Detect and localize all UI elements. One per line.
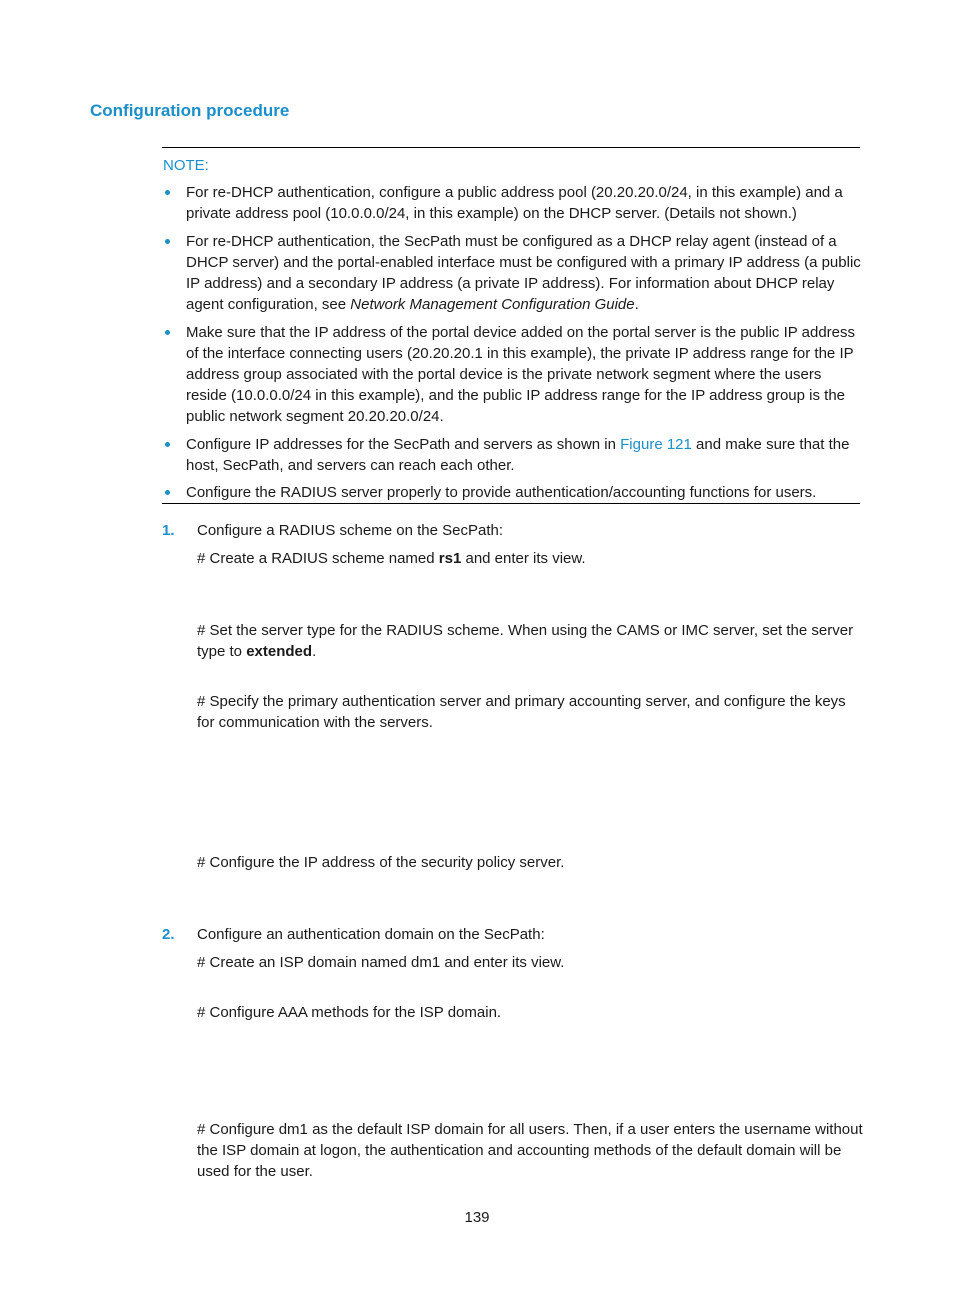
note-bullet-1 [186, 182, 862, 224]
note-bullet-3 [186, 322, 862, 427]
note-label: NOTE: [163, 157, 209, 174]
guide-title: Network Management Configuration Guide [350, 296, 635, 313]
note-bottom-rule [162, 503, 860, 504]
step-2-text: Configure an authentication domain on the SecPath: [197, 926, 545, 943]
bullet-dot-icon [165, 490, 170, 495]
step-1-text: Configure a RADIUS scheme on the SecPath: [197, 522, 503, 539]
note-bullet-5 [186, 482, 862, 503]
bullet-dot-icon [165, 330, 170, 335]
step-1-para-1 [197, 548, 865, 569]
page-number: 139 [464, 1209, 490, 1226]
step-number-1: 1. [162, 522, 175, 539]
para-text: # Set the server type for the RADIUS scheme. When using the CAMS or IMC server, set the server type to [197, 622, 854, 660]
bullet-dot-icon [165, 239, 170, 244]
para-text: # Create a RADIUS scheme named [197, 550, 439, 567]
note-bullet-2 [186, 231, 862, 315]
note-bullet-text: Configure the RADIUS server properly to provide authentication/accounting functions for users. [186, 484, 817, 501]
server-type: extended [246, 643, 313, 660]
note-bullet-4 [186, 434, 862, 476]
step-1-para-4: # Configure the IP address of the security policy server. [197, 854, 565, 871]
para-text-end: and enter its view. [461, 550, 586, 567]
para-text-end: . [312, 643, 317, 660]
step-2-para-3: # Configure dm1 as the default ISP domain for all users. Then, if a user enters the username without the ISP domain at logon, the authentication and accounting methods of the default domain will be used for the user. [197, 1121, 863, 1180]
step-2-para-2: # Configure AAA methods for the ISP domain. [197, 1004, 502, 1021]
section-heading: Configuration procedure [90, 101, 290, 120]
step-2-para-1: # Create an ISP domain named dm1 and enter its view. [197, 954, 565, 971]
step-1-para-2 [197, 620, 865, 662]
step-number-2: 2. [162, 926, 175, 943]
note-bullet-text: For re-DHCP authentication, the SecPath must be configured as a DHCP relay agent (instead of a DHCP server) and the portal-enabled interface must be configured with a primary IP address (a public IP address) and a secondary IP address (a private IP address). For information about DHCP relay agent configuration, see [186, 233, 861, 313]
bullet-dot-icon [165, 190, 170, 195]
note-bullet-text-end: and make sure that the host, SecPath, and servers can reach each other. [186, 436, 850, 474]
note-bullet-text: For re-DHCP authentication, configure a public address pool (20.20.20.0/24, in this example) and a private address pool (10.0.0.0/24, in this example) on the DHCP server. (Details not shown.) [186, 184, 843, 222]
figure-link[interactable]: Figure 121 [620, 436, 692, 453]
note-bullet-text: Configure IP addresses for the SecPath and servers as shown in [186, 436, 621, 453]
note-bullet-text: Make sure that the IP address of the portal device added on the portal server is the public IP address of the interface connecting users (20.20.20.1 in this example), the private IP address range for the IP address group associated with the portal device is the private network segment where the users reside (10.0.0.0/24 in this example), and the public IP address range for the IP address group is the public network segment 20.20.20.0/24. [186, 324, 856, 425]
step-1-para-3: # Specify the primary authentication server and primary accounting server, and configure the keys for communication with the servers. [197, 693, 846, 731]
scheme-name: rs1 [438, 550, 462, 567]
note-top-rule [162, 147, 860, 148]
bullet-dot-icon [165, 442, 170, 447]
note-bullet-end: . [634, 296, 639, 313]
